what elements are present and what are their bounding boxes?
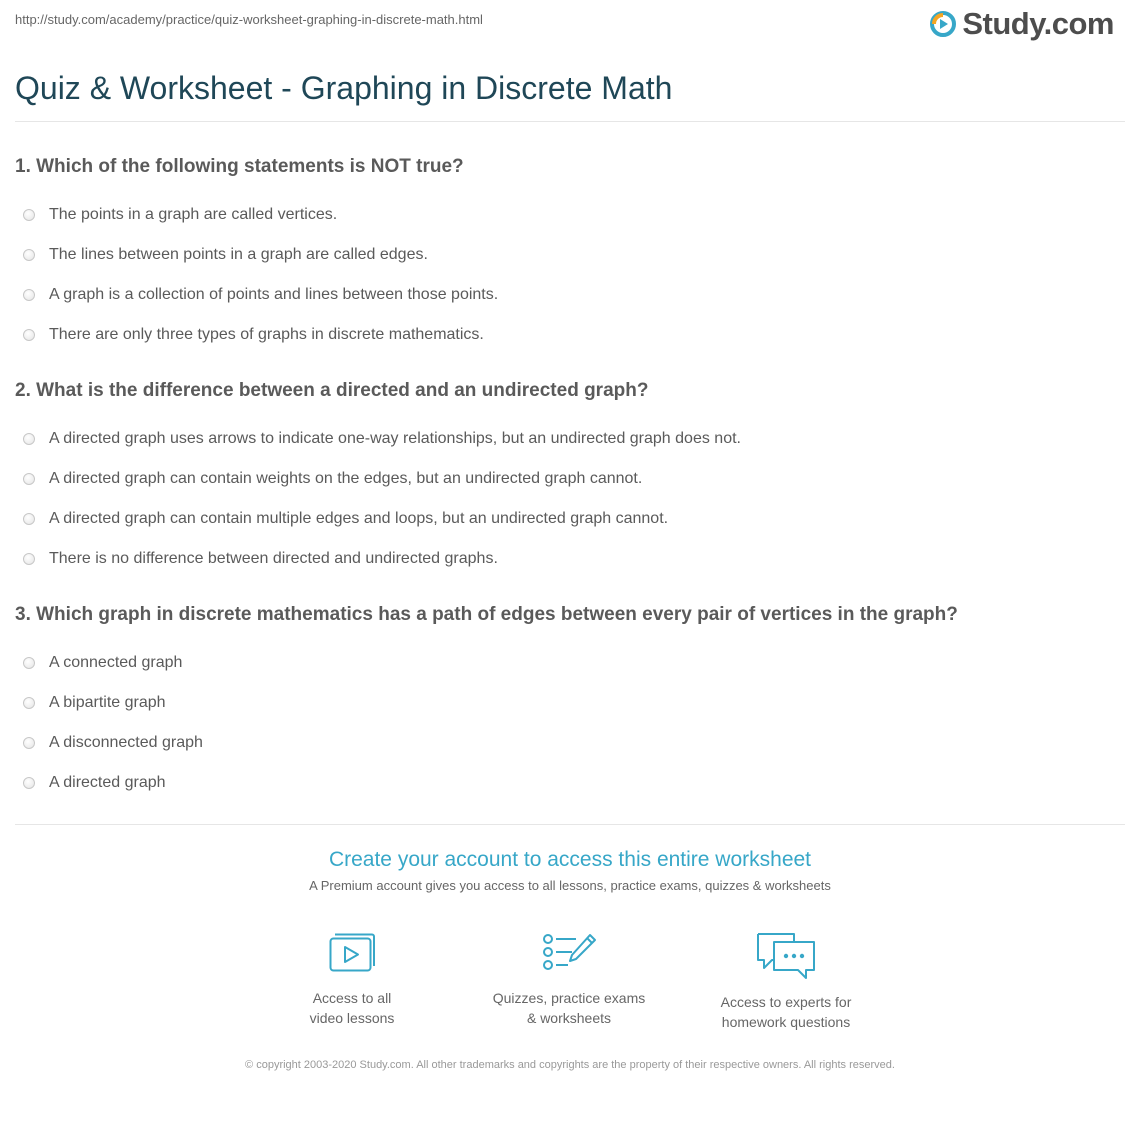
answer-option[interactable] — [15, 499, 1125, 539]
radio-button-icon[interactable] — [23, 433, 35, 445]
feature-label-line: Quizzes, practice exams — [492, 990, 646, 1006]
answer-label: A directed graph can contain multiple edges and loops, but an undirected graph cannot. — [49, 510, 669, 527]
answer-list — [15, 195, 1125, 355]
radio-button-icon[interactable] — [23, 553, 35, 565]
question-text: 3. Which graph in discrete mathematics has a path of edges between every pair of vertices in the graph? — [15, 604, 958, 625]
feature-experts — [696, 930, 876, 1032]
cta-title-link[interactable]: Create your account to access this entire worksheet — [328, 848, 812, 871]
feature-label-line: video lessons — [309, 1010, 395, 1026]
question-1 — [15, 154, 1125, 355]
answer-label: The points in a graph are called vertices. — [49, 206, 338, 223]
feature-label — [479, 988, 659, 1028]
section-divider — [15, 824, 1125, 825]
answer-option[interactable] — [15, 315, 1125, 355]
radio-button-icon[interactable] — [23, 697, 35, 709]
answer-label: A graph is a collection of points and lines between those points. — [49, 286, 499, 303]
answer-label: There are only three types of graphs in discrete mathematics. — [49, 326, 484, 343]
chat-bubbles-icon — [754, 930, 818, 980]
radio-button-icon[interactable] — [23, 473, 35, 485]
answer-list — [15, 643, 1125, 803]
answer-label: The lines between points in a graph are called edges. — [49, 246, 428, 263]
answer-option[interactable] — [15, 195, 1125, 235]
answer-option[interactable] — [15, 539, 1125, 579]
answer-label: A directed graph — [49, 774, 166, 791]
question-3 — [15, 602, 1125, 803]
feature-video-lessons — [262, 930, 442, 1028]
answer-label: There is no difference between directed and undirected graphs. — [49, 550, 498, 567]
page-url: http://study.com/academy/practice/quiz-worksheet-graphing-in-discrete-math.html — [15, 12, 483, 27]
feature-label-line: Access to experts for — [720, 994, 852, 1010]
copyright-notice: © copyright 2003-2020 Study.com. All other trademarks and copyrights are the property of their respective owners. All rights reserved. — [245, 1059, 895, 1071]
feature-label-line: Access to all — [312, 990, 392, 1006]
feature-label — [696, 992, 876, 1032]
study-logo[interactable] — [930, 6, 1114, 42]
title-divider — [15, 121, 1125, 122]
radio-button-icon[interactable] — [23, 249, 35, 261]
radio-button-icon[interactable] — [23, 329, 35, 341]
video-lesson-icon — [326, 930, 378, 976]
question-2 — [15, 378, 1125, 579]
feature-label — [262, 988, 442, 1028]
feature-label-line: & worksheets — [526, 1010, 612, 1026]
answer-option[interactable] — [15, 763, 1125, 803]
answer-option[interactable] — [15, 419, 1125, 459]
answer-label: A directed graph uses arrows to indicate one-way relationships, but an undirected graph does not. — [49, 430, 741, 447]
radio-button-icon[interactable] — [23, 657, 35, 669]
signup-cta — [0, 846, 1140, 893]
answer-option[interactable] — [15, 459, 1125, 499]
answer-option[interactable] — [15, 235, 1125, 275]
radio-button-icon[interactable] — [23, 513, 35, 525]
answer-option[interactable] — [15, 275, 1125, 315]
feature-label-line: homework questions — [721, 1014, 851, 1030]
answer-list — [15, 419, 1125, 579]
radio-button-icon[interactable] — [23, 289, 35, 301]
answer-option[interactable] — [15, 723, 1125, 763]
radio-button-icon[interactable] — [23, 209, 35, 221]
answer-option[interactable] — [15, 643, 1125, 683]
radio-button-icon[interactable] — [23, 737, 35, 749]
feature-quizzes — [479, 930, 659, 1028]
answer-label: A directed graph can contain weights on the edges, but an undirected graph cannot. — [49, 470, 643, 487]
answer-option[interactable] — [15, 683, 1125, 723]
cta-subtitle: A Premium account gives you access to all lessons, practice exams, quizzes & worksheets — [309, 878, 831, 893]
answer-label: A bipartite graph — [49, 694, 166, 711]
question-text: 2. What is the difference between a directed and an undirected graph? — [15, 380, 649, 401]
radio-button-icon[interactable] — [23, 777, 35, 789]
study-play-logo-icon — [930, 11, 956, 37]
question-text: 1. Which of the following statements is NOT true? — [15, 156, 464, 177]
quiz-checklist-icon — [540, 930, 598, 976]
logo-text: Study.com — [962, 6, 1114, 41]
answer-label: A disconnected graph — [49, 734, 203, 751]
page-title: Quiz & Worksheet - Graphing in Discrete Math — [15, 70, 673, 106]
answer-label: A connected graph — [49, 654, 183, 671]
